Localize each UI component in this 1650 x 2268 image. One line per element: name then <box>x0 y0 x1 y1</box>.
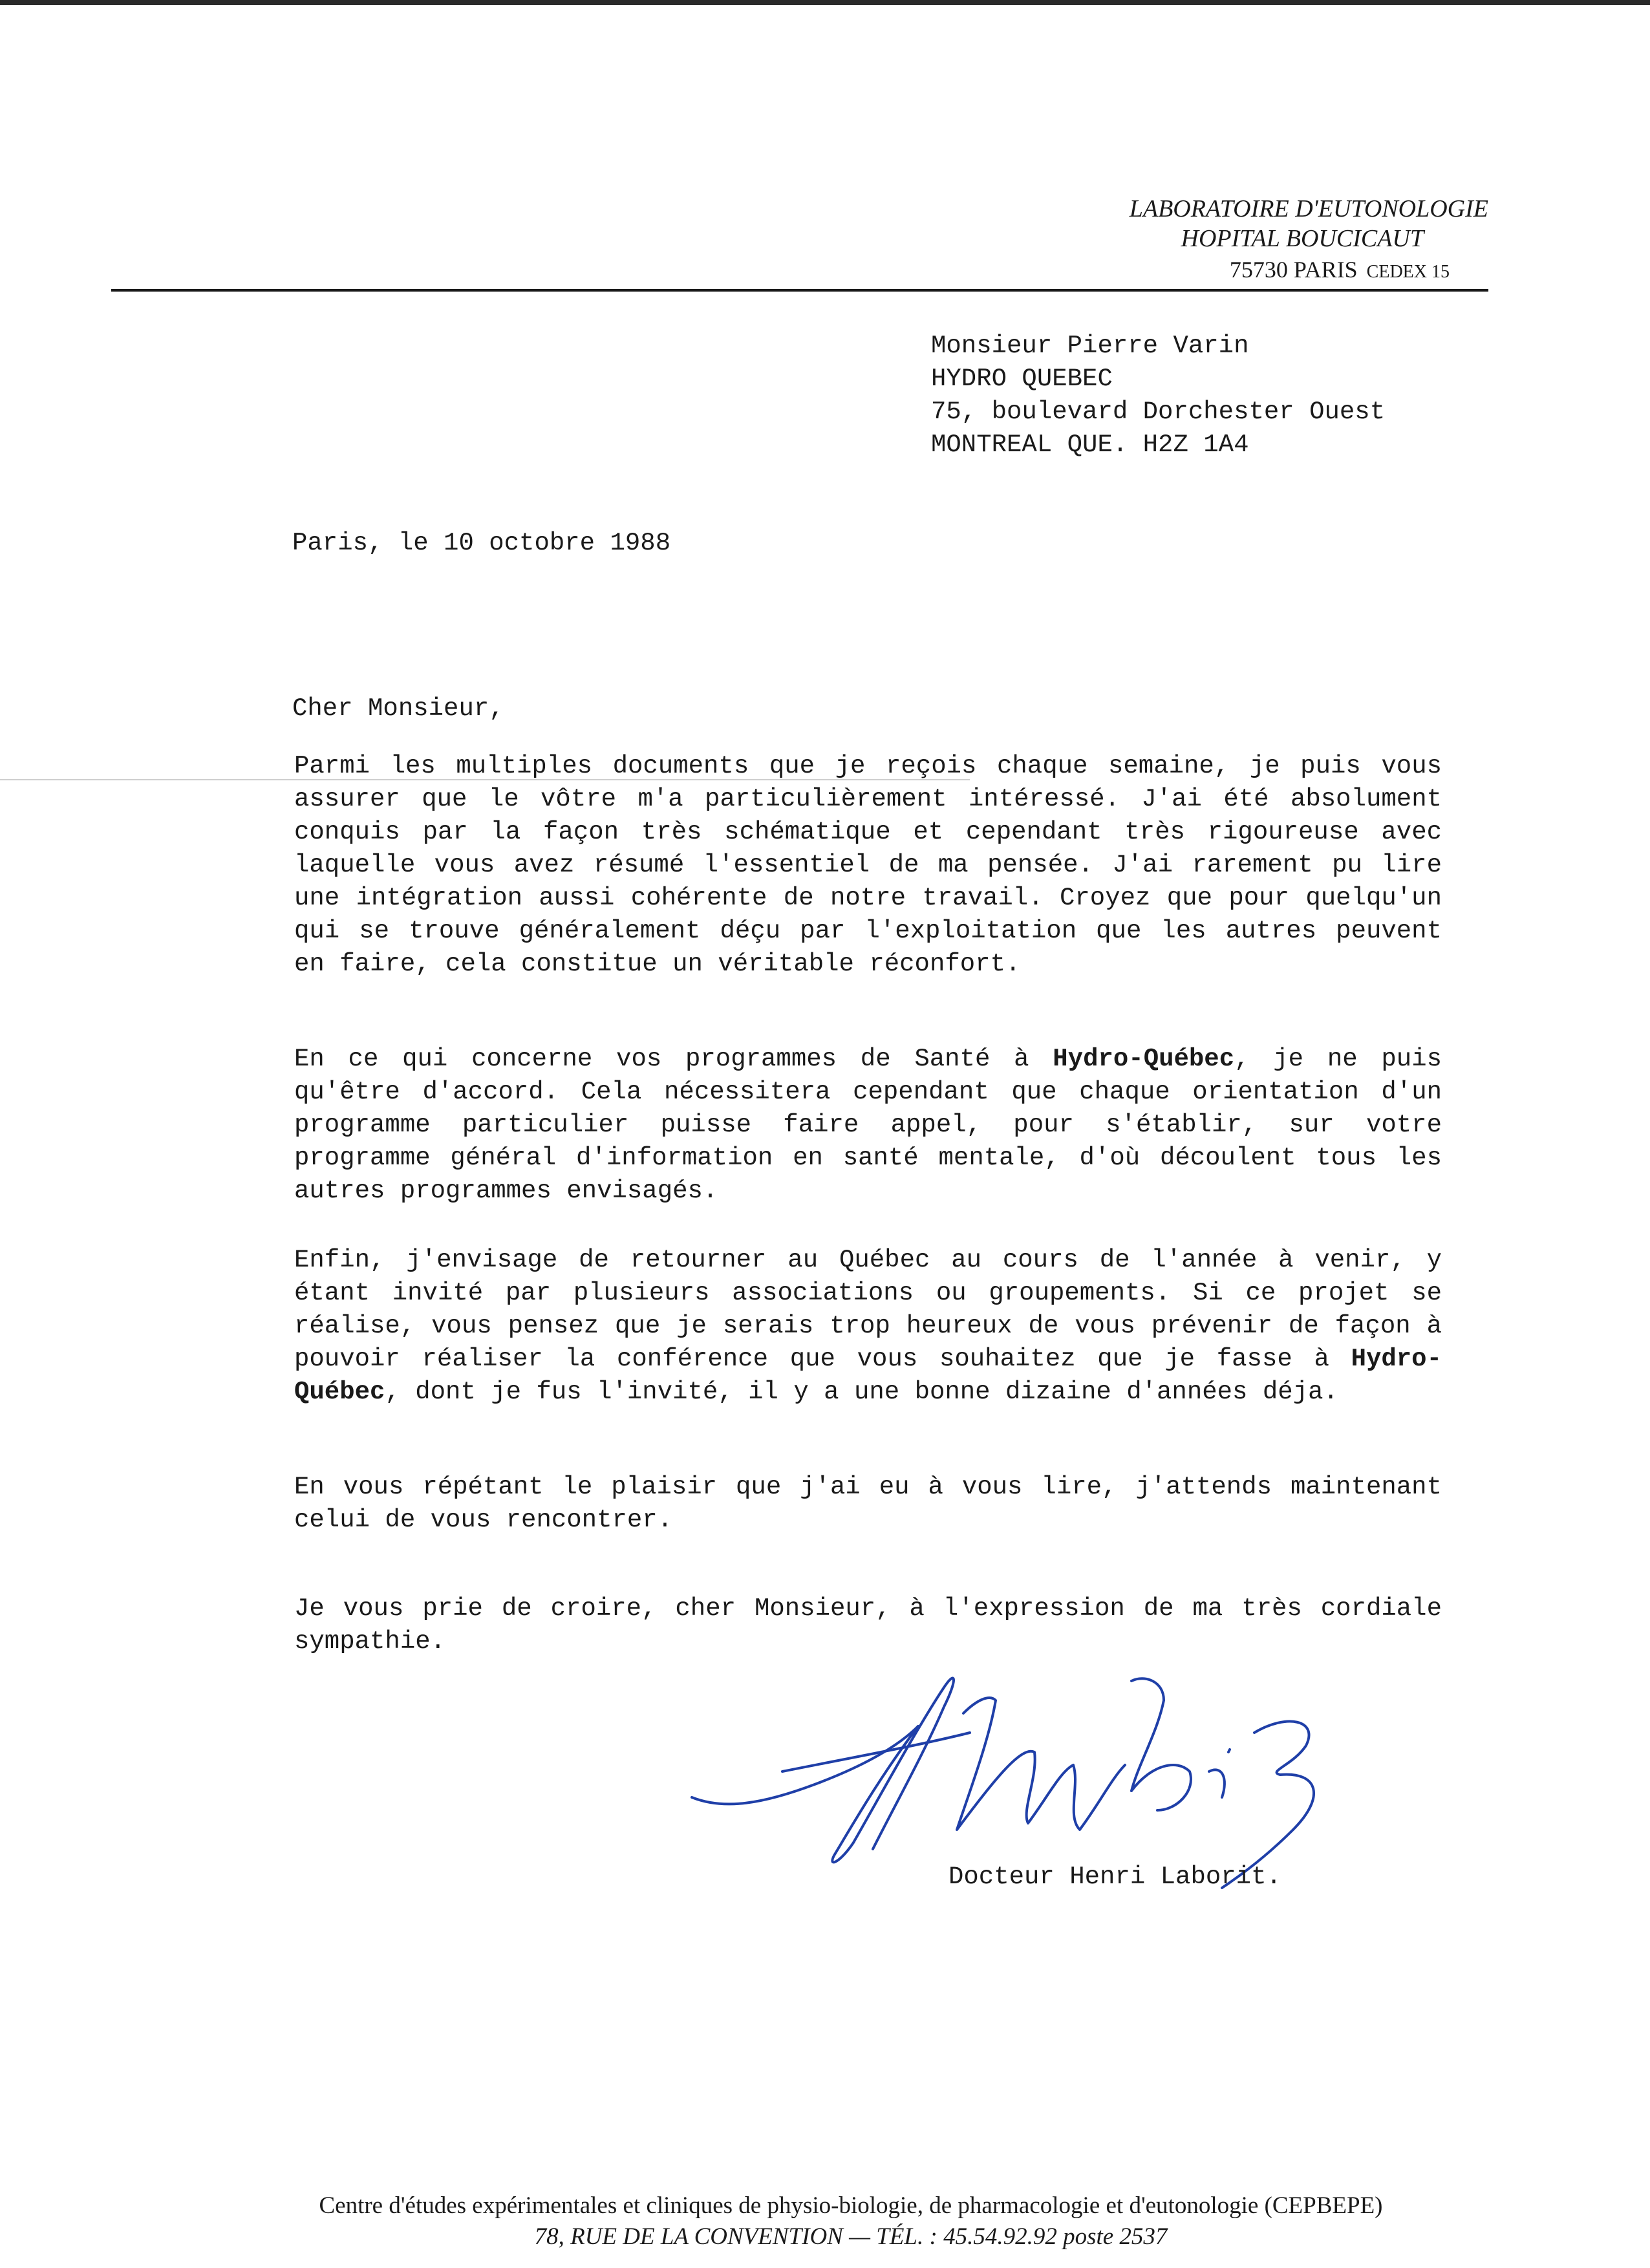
paragraph-4-text: En vous répétant le plaisir que j'ai eu à vous lire, j'attends maintenant celui de vous rencontrer. <box>294 1473 1442 1534</box>
footer-institution: Centre d'études expérimentales et cliniques de physio-biologie, de pharmacologie et d'eutonologie (CEPBEPE) <box>319 2192 1383 2219</box>
recipient-company: HYDRO QUEBEC <box>931 365 1113 393</box>
paragraph-3 <box>294 1244 1442 1409</box>
paragraph-4 <box>294 1471 1442 1537</box>
handwritten-signature <box>685 1636 1429 1894</box>
footer-address: 78, RUE DE LA CONVENTION — TÉL. : 45.54.92.92 poste 2537 <box>534 2223 1168 2250</box>
paragraph-3-text <box>294 1244 1442 1409</box>
hydro-quebec-bold: Hydro-Québec <box>294 1345 1442 1406</box>
letterhead-city <box>1130 255 1450 287</box>
letterhead-city-text: 75730 PARIS <box>1229 257 1358 283</box>
signatory-name: Docteur Henri Laborit. <box>948 1863 1281 1891</box>
recipient-street: 75, boulevard Dorchester Ouest <box>931 398 1386 426</box>
letterhead-rule <box>111 289 1488 292</box>
paragraph-2-part-a: En ce qui concerne vos programmes de Santé à <box>294 1045 1053 1073</box>
hydro-quebec-bold: Hydro-Québec <box>1053 1045 1235 1073</box>
letter-date: Paris, le 10 octobre 1988 <box>292 529 671 557</box>
recipient-name: Monsieur Pierre Varin <box>931 332 1249 360</box>
page-top-edge <box>0 0 1650 5</box>
paragraph-1 <box>294 750 1442 981</box>
letterhead-hospital: HOPITAL BOUCICAUT <box>1181 225 1424 252</box>
paragraph-3-part-b: , dont je fus l'invité, il y a une bonne dizaine d'années déja. <box>385 1378 1338 1406</box>
letterhead-cedex: CEDEX 15 <box>1366 262 1450 282</box>
paragraph-3-part-a: Enfin, j'envisage de retourner au Québec au cours de l'année à venir, y étant invité par plusieurs associations ou groupements. Si ce projet se réalise, vous pensez que je serais trop heureux de vous prévenir de façon à pouvoir réaliser la conférence que vous souhaitez que je fasse à <box>294 1246 1442 1373</box>
paragraph-2 <box>294 1043 1442 1208</box>
paragraph-2-part-b: , je ne puis qu'être d'accord. Cela nécessitera cependant que chaque orientation d'un programme particulier puisse faire appel, pour s'établir, sur votre programme général d'information en santé mentale, d'où découlent tous les autres programmes envisagés. <box>294 1045 1442 1205</box>
paragraph-1-text: Parmi les multiples documents que je reçois chaque semaine, je puis vous assurer que le vôtre m'a particulièrement intéressé. J'ai été absolument conquis par la façon très schématique et cependant très rigoureuse avec laquelle vous avez résumé l'essentiel de ma pensée. J'ai rarement pu lire une intégration aussi cohérente de notre travail. Croyez que pour quelqu'un qui se trouve généralement déçu par l'exploitation que les autres peuvent en faire, cela constitue un véritable réconfort. <box>294 752 1442 978</box>
paragraph-5-text: Je vous prie de croire, cher Monsieur, à l'expression de ma très cordiale sympathie. <box>294 1594 1442 1656</box>
letterhead <box>1130 194 1488 287</box>
salutation: Cher Monsieur, <box>292 694 504 723</box>
recipient-address <box>931 330 1385 462</box>
paragraph-2-text <box>294 1043 1442 1208</box>
recipient-city: MONTREAL QUE. H2Z 1A4 <box>931 431 1249 459</box>
letterhead-lab: LABORATOIRE D'EUTONOLOGIE <box>1129 195 1488 222</box>
